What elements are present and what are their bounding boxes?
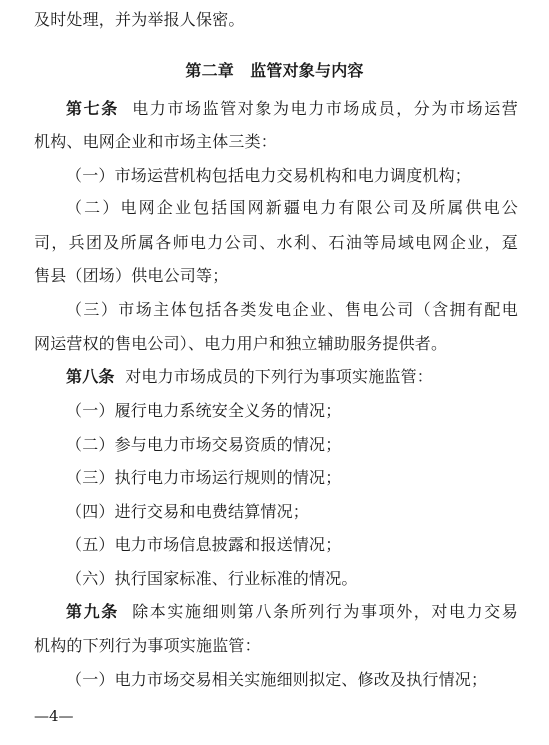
list-item: （六）执行国家标准、行业标准的情况。 [66,569,358,588]
paragraph-line: 机构、电网企业和市场主体三类： [34,132,278,151]
paragraph-line: 售县（团场）供电公司等； [34,266,229,285]
article-7-first-line [66,99,518,119]
paragraph-line: 司，兵团及所属各师电力公司、水利、石油等局域电网企业，趸 [34,233,518,252]
paragraph-line: 及时处理，并为举报人保密。 [34,10,245,29]
article-8-label: 第八条 [66,367,115,386]
list-item: （五）电力市场信息披露和报送情况； [66,535,342,554]
list-item: （一）电力市场交易相关实施细则拟定、修改及执行情况； [66,670,488,689]
article-7-label: 第七条 [66,99,119,118]
article-8-text: 对电力市场成员的下列行为事项实施监管： [125,367,433,386]
list-item: （三）市场主体包括各类发电企业、售电公司（含拥有配电 [66,300,518,319]
article-8-first-line [66,367,518,387]
paragraph-line: 机构的下列行为事项实施监管： [34,636,261,655]
article-9-text: 除本实施细则第八条所列行为事项外，对电力交易 [132,602,518,621]
page-number: —4— [34,707,74,725]
list-item: （二）电网企业包括国网新疆电力有限公司及所属供电公 [66,198,518,217]
article-7-text: 电力市场监管对象为电力市场成员，分为市场运营 [132,99,518,118]
list-item: （一）市场运营机构包括电力交易机构和电力调度机构； [66,166,472,185]
chapter-title: 第二章 监管对象与内容 [185,61,364,80]
article-9-label: 第九条 [66,602,119,621]
list-item: （二）参与电力市场交易资质的情况； [66,435,342,454]
article-9-first-line [66,602,518,622]
list-item: （三）执行电力市场运行规则的情况； [66,468,342,487]
paragraph-line: 网运营权的售电公司）、电力用户和独立辅助服务提供者。 [34,334,448,353]
list-item: （四）进行交易和电费结算情况； [66,502,310,521]
list-item: （一）履行电力系统安全义务的情况； [66,401,342,420]
